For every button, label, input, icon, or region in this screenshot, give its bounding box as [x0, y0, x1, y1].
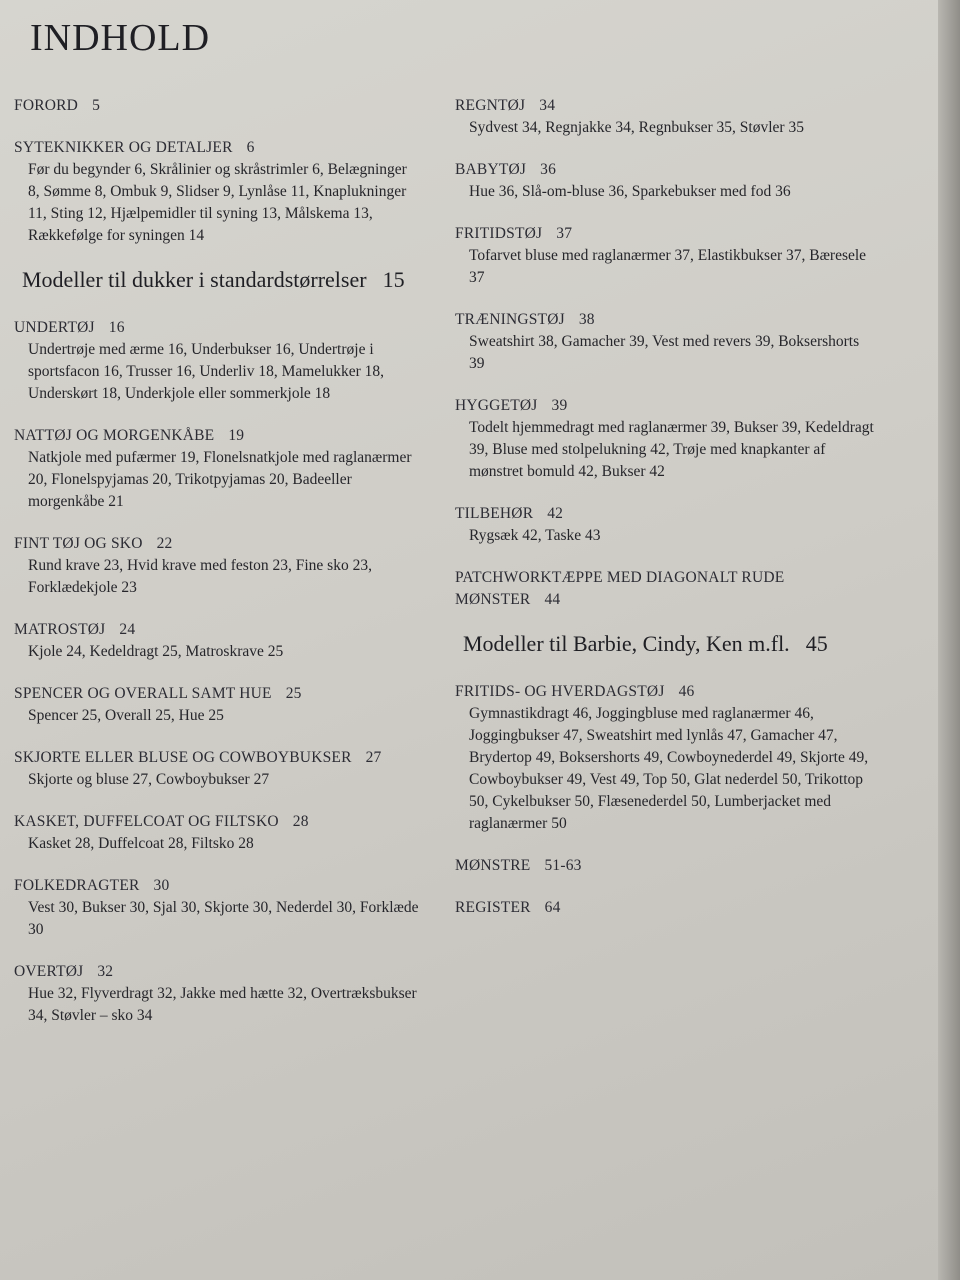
- toc-entry: [14, 533, 422, 599]
- toc-entry-contents: Hue 36, Slå-om-bluse 36, Sparkebukser med fod 36: [469, 183, 791, 200]
- entry-heading-text: FORORD: [14, 97, 79, 114]
- toc-entry: [14, 811, 422, 855]
- entry-page-number: 38: [578, 311, 595, 328]
- toc-entry: [14, 137, 422, 247]
- section-page-number: 45: [805, 631, 828, 656]
- toc-entry: [455, 395, 875, 483]
- toc-entry: [455, 855, 875, 877]
- toc-entry-heading: [14, 747, 422, 769]
- entry-heading-text: REGISTER: [455, 899, 531, 916]
- page-edge: [938, 0, 960, 1280]
- entry-page-number: 34: [539, 97, 556, 114]
- entry-heading-text: FINT TØJ OG SKO: [14, 535, 143, 552]
- entry-heading-text: TILBEHØR: [455, 505, 534, 522]
- page-title: INDHOLD: [30, 17, 211, 59]
- entry-page-number: 51-63: [544, 857, 582, 874]
- toc-entry-contents: Kjole 24, Kedeldragt 25, Matroskrave 25: [28, 643, 284, 660]
- toc-entry-contents: Hue 32, Flyverdragt 32, Jakke med hætte 32, Overtræksbukser 34, Støvler – sko 34: [28, 985, 417, 1024]
- toc-entry-heading: [455, 95, 875, 117]
- left-column: [14, 95, 422, 1047]
- toc-entry-heading: [455, 897, 875, 919]
- toc-entry-heading: [455, 503, 875, 525]
- entry-page-number: 30: [153, 877, 170, 894]
- entry-page-number: 46: [678, 683, 695, 700]
- entry-heading-text: PATCHWORKTÆPPE MED DIAGONALT RUDE MØNSTER: [455, 569, 785, 608]
- section-heading: Modeller til dukker i standardstørrelser: [22, 267, 367, 292]
- toc-entry-heading: [14, 137, 422, 159]
- right-column: [455, 95, 875, 939]
- entry-page-number: 16: [108, 319, 125, 336]
- entry-page-number: 6: [246, 139, 255, 156]
- toc-entry-heading: [14, 875, 422, 897]
- toc-entry: [14, 683, 422, 727]
- entry-page-number: 44: [544, 591, 561, 608]
- entry-page-number: 32: [97, 963, 114, 980]
- entry-heading-text: OVERTØJ: [14, 963, 84, 980]
- entry-page-number: 27: [365, 749, 382, 766]
- toc-entry: [455, 897, 875, 919]
- entry-page-number: 19: [228, 427, 245, 444]
- entry-heading-text: BABYTØJ: [455, 161, 527, 178]
- entry-heading-text: SYTEKNIKKER OG DETALJER: [14, 139, 233, 156]
- toc-entry-contents: Kasket 28, Duffelcoat 28, Filtsko 28: [28, 835, 254, 852]
- toc-entry-contents: Før du begynder 6, Skrålinier og skråstrimler 6, Belægninger 8, Sømme 8, Ombuk 9, Slidser 9, Lynlåse 11, Knaplukninger 11, Sting 12, Hjælpemidler til syning 13, Målskema 13, Rækkefølge for syningen 14: [28, 161, 407, 244]
- toc-entry-contents: Sweatshirt 38, Gamacher 39, Vest med revers 39, Boksershorts 39: [469, 333, 860, 372]
- entry-page-number: 42: [547, 505, 564, 522]
- entry-page-number: 39: [551, 397, 568, 414]
- toc-entry-contents: Undertrøje med ærme 16, Underbukser 16, Undertrøje i sportsfacon 16, Trusser 16, Underliv 18, Mamelukker 18, Underskørt 18, Underkjole eller sommerkjole 18: [28, 341, 385, 402]
- toc-entry: [14, 317, 422, 405]
- entry-page-number: 5: [92, 97, 101, 114]
- toc-entry: [14, 425, 422, 513]
- toc-entry-heading: [455, 223, 875, 245]
- toc-entry-contents: Spencer 25, Overall 25, Hue 25: [28, 707, 224, 724]
- toc-entry-heading: [455, 159, 875, 181]
- toc-entry-heading: [455, 855, 875, 877]
- toc-entry-contents: Tofarvet bluse med raglanærmer 37, Elastikbukser 37, Bæresele 37: [469, 247, 867, 286]
- toc-entry-heading: [14, 811, 422, 833]
- entry-heading-text: KASKET, DUFFELCOAT OG FILTSKO: [14, 813, 279, 830]
- toc-entry: [14, 747, 422, 791]
- toc-entry-contents: Rygsæk 42, Taske 43: [469, 527, 601, 544]
- toc-entry: [455, 567, 875, 611]
- toc-entry-heading: [455, 395, 875, 417]
- entry-page-number: 22: [156, 535, 173, 552]
- toc-entry: [14, 95, 422, 117]
- toc-entry-heading: [455, 309, 875, 331]
- toc-entry-heading: [14, 683, 422, 705]
- entry-heading-text: REGNTØJ: [455, 97, 526, 114]
- toc-entry-contents: Sydvest 34, Regnjakke 34, Regnbukser 35, Støvler 35: [469, 119, 804, 136]
- toc-entry: [455, 223, 875, 289]
- toc-entry-heading: [455, 681, 875, 703]
- entry-heading-text: FRITIDSTØJ: [455, 225, 543, 242]
- toc-entry: [455, 503, 875, 547]
- toc-entry: [14, 875, 422, 941]
- entry-heading-text: MØNSTRE: [455, 857, 531, 874]
- section-title: [463, 631, 875, 657]
- entry-heading-text: FRITIDS- OG HVERDAGSTØJ: [455, 683, 665, 700]
- section-page-number: 15: [382, 267, 405, 292]
- toc-entry: [14, 619, 422, 663]
- entry-page-number: 37: [556, 225, 573, 242]
- toc-entry: [455, 309, 875, 375]
- toc-entry-contents: Todelt hjemmedragt med raglanærmer 39, Bukser 39, Kedeldragt 39, Bluse med stolpelukning 42, Trøje med knapkanter af mønstret bomuld 42, Bukser 42: [469, 419, 874, 480]
- toc-entry-contents: Natkjole med pufærmer 19, Flonelsnatkjole med raglanærmer 20, Flonelspyjamas 20, Trikotpyjamas 20, Badeeller morgenkåbe 21: [28, 449, 412, 510]
- toc-entry: [455, 159, 875, 203]
- entry-page-number: 24: [119, 621, 136, 638]
- toc-entry: [455, 681, 875, 835]
- toc-entry-contents: Vest 30, Bukser 30, Sjal 30, Skjorte 30, Nederdel 30, Forklæde 30: [28, 899, 419, 938]
- toc-entry-contents: Rund krave 23, Hvid krave med feston 23, Fine sko 23, Forklædekjole 23: [28, 557, 372, 596]
- toc-entry: [455, 95, 875, 139]
- toc-entry-heading: [14, 425, 422, 447]
- toc-entry-contents: Gymnastikdragt 46, Joggingbluse med raglanærmer 46, Joggingbukser 47, Sweatshirt med lynlås 47, Gamacher 47, Brydertop 49, Boksershorts 49, Cowboynederdel 49, Skjorte 49, Cowboybukser 49, Vest 49, Top 50, Glat nederdel 50, Trikottop 50, Cykelbukser 50, Flæsenederdel 50, Lumberjacket med raglanærmer 50: [469, 705, 869, 832]
- entry-page-number: 25: [285, 685, 302, 702]
- entry-heading-text: FOLKEDRAGTER: [14, 877, 140, 894]
- entry-page-number: 28: [292, 813, 309, 830]
- entry-heading-text: HYGGETØJ: [455, 397, 538, 414]
- toc-entry-heading: [14, 961, 422, 983]
- toc-entry-contents: Skjorte og bluse 27, Cowboybukser 27: [28, 771, 270, 788]
- entry-heading-text: UNDERTØJ: [14, 319, 95, 336]
- toc-entry: [14, 961, 422, 1027]
- entry-page-number: 64: [544, 899, 561, 916]
- entry-heading-text: MATROSTØJ: [14, 621, 106, 638]
- entry-heading-text: TRÆNINGSTØJ: [455, 311, 565, 328]
- entry-page-number: 36: [540, 161, 557, 178]
- section-title: [22, 267, 422, 293]
- toc-entry-heading: [14, 533, 422, 555]
- entry-heading-text: NATTØJ OG MORGENKÅBE: [14, 427, 215, 444]
- toc-entry-heading: [14, 317, 422, 339]
- section-heading: Modeller til Barbie, Cindy, Ken m.fl.: [463, 631, 790, 656]
- toc-entry-heading: [14, 95, 422, 117]
- toc-entry-heading: [455, 567, 875, 611]
- toc-entry-heading: [14, 619, 422, 641]
- entry-heading-text: SKJORTE ELLER BLUSE OG COWBOYBUKSER: [14, 749, 352, 766]
- entry-heading-text: SPENCER OG OVERALL SAMT HUE: [14, 685, 272, 702]
